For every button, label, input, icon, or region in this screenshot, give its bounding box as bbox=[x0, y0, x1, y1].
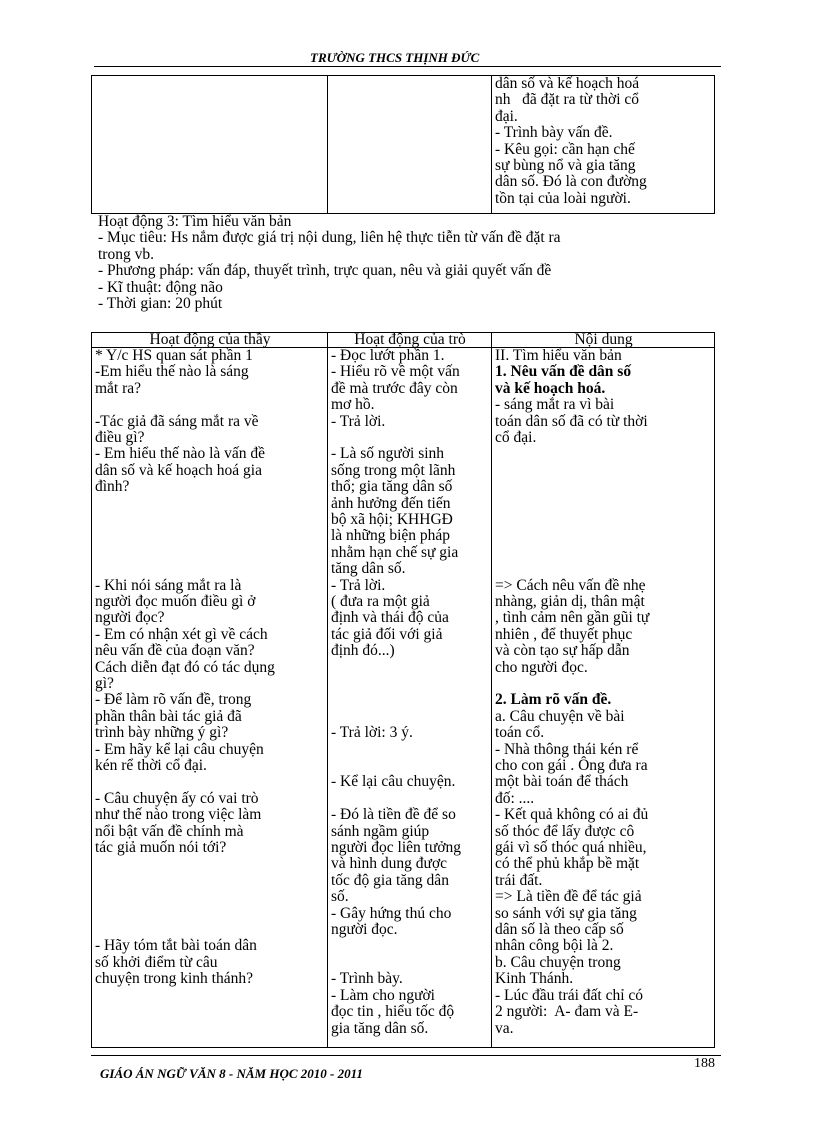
text-line: - Đó là tiền đề để so bbox=[331, 806, 456, 824]
text-line: ảnh hưởng đến tiến bbox=[331, 494, 451, 512]
text-line: tác giả đối với giả bbox=[331, 625, 443, 643]
text-line: ( đưa ra một giả bbox=[331, 593, 430, 611]
text-line: kén rể thời cổ đại. bbox=[95, 757, 207, 775]
text-line: - Hãy tóm tắt bài toán dân bbox=[95, 937, 257, 955]
text-line: 1. Nêu vấn đề dân số bbox=[495, 363, 632, 381]
text-line: b. Câu chuyện trong bbox=[495, 953, 621, 971]
text-line: nhân công bội là 2. bbox=[495, 937, 614, 955]
footer-rule bbox=[91, 1055, 721, 1056]
student-activity-cell bbox=[328, 348, 492, 1048]
text-line: - Em hãy kể lại câu chuyện bbox=[95, 740, 264, 758]
text-line: nhiên , để thuyết phục bbox=[495, 625, 633, 643]
text-line: gia tăng dân số. bbox=[331, 1019, 429, 1037]
text-line: nh đã đặt ra từ thời cổ bbox=[495, 91, 640, 109]
text-line: có thể phủ khắp bề mặt bbox=[495, 855, 640, 873]
text-line: số thóc để lấy được cô bbox=[495, 822, 635, 840]
page-header-title: TRƯỜNG THCS THỊNH ĐỨC bbox=[310, 50, 480, 65]
text-line: gì? bbox=[95, 675, 114, 693]
text-line: định và thái độ của bbox=[331, 609, 449, 627]
text-line: 2 người: A- đam và E- bbox=[495, 1003, 639, 1021]
text-line: - Nhà thông thái kén rể bbox=[495, 740, 639, 758]
header-content: Nội dung bbox=[492, 333, 715, 348]
text-line: thổ; gia tăng dân số bbox=[331, 478, 453, 496]
text-line: đại. bbox=[495, 107, 518, 125]
page-number: 188 bbox=[694, 1056, 715, 1071]
text-line: toán dân số đã có từ thời bbox=[495, 412, 648, 430]
text-line: -Em hiểu thế nào là sáng bbox=[95, 363, 249, 381]
text-line: - Mục tiêu: Hs nắm được giá trị nội dung, liên hệ thực tiễn từ vấn đề đặt ra bbox=[98, 229, 561, 247]
empty-student-cell bbox=[328, 76, 492, 214]
text-line: - Kêu gọi: cần hạn chế bbox=[495, 140, 635, 158]
text-line: đố: .... bbox=[495, 789, 535, 807]
text-line: số khởi điểm từ câu bbox=[95, 953, 218, 971]
text-line: tăng dân số. bbox=[331, 560, 406, 578]
empty-teacher-cell bbox=[92, 76, 328, 214]
text-line: mơ hồ. bbox=[331, 396, 375, 414]
text-line: dân số và kế hoạch hoá gia bbox=[95, 461, 262, 479]
text-line: - sáng mắt ra vì bài bbox=[495, 396, 615, 414]
footer-title: GIÁO ÁN NGỮ VĂN 8 - NĂM HỌC 2010 - 2011 bbox=[100, 1066, 363, 1081]
text-line: , tình cảm nên gần gũi tự bbox=[495, 609, 650, 627]
text-line: - Trả lời. bbox=[331, 576, 386, 594]
text-line: trình bày những ý gì? bbox=[95, 724, 229, 742]
text-line: tác giả muốn nói tới? bbox=[95, 839, 227, 857]
text-line: - Em có nhận xét gì về cách bbox=[95, 625, 268, 643]
text-line: - Trả lời: 3 ý. bbox=[331, 724, 413, 742]
continuation-table bbox=[91, 75, 715, 214]
text-line: - Kể lại câu chuyện. bbox=[331, 773, 456, 791]
header-student-activity: Hoạt động của trò bbox=[328, 333, 492, 348]
text-line: dân số. Đó là con đường bbox=[495, 173, 647, 191]
lesson-table bbox=[91, 332, 715, 1048]
text-line: nhằm hạn chế sự gia bbox=[331, 543, 459, 561]
text-line: người đọc liên tưởng bbox=[331, 839, 462, 857]
text-line: tốc độ gia tăng dân bbox=[331, 871, 449, 889]
text-line: - Gây hứng thú cho bbox=[331, 904, 452, 922]
content-cell-continued bbox=[492, 76, 715, 214]
text-line: sự bùng nổ và gia tăng bbox=[495, 157, 636, 175]
text-line: - Để làm rõ vấn đề, trong bbox=[95, 691, 252, 709]
text-line: cho con gái . Ông đưa ra bbox=[495, 757, 648, 775]
text-line: => Cách nêu vấn đề nhẹ bbox=[495, 576, 646, 594]
text-line: nêu vấn đề của đoạn văn? bbox=[95, 642, 255, 660]
text-line: nhàng, giản dị, thân mật bbox=[495, 592, 645, 610]
text-line: - Trình bày vấn đề. bbox=[495, 124, 613, 142]
text-line: Kinh Thánh. bbox=[495, 970, 574, 988]
text-line: và kế hoạch hoá. bbox=[495, 379, 606, 397]
header-teacher-activity: Hoạt động của thầy bbox=[92, 333, 328, 348]
text-line: trái đất. bbox=[495, 871, 543, 889]
text-line: cho người đọc. bbox=[495, 658, 588, 676]
teacher-activity-cell bbox=[92, 348, 328, 1048]
text-line: tồn tại của loài người. bbox=[495, 189, 631, 207]
text-line: II. Tìm hiểu văn bản bbox=[495, 347, 622, 364]
text-line: và còn tạo sự hấp dẫn bbox=[495, 642, 630, 660]
text-line: sống trong một lãnh bbox=[331, 461, 456, 479]
text-line: định đó...) bbox=[331, 642, 395, 660]
text-line: dân số là theo cấp số bbox=[495, 921, 624, 939]
content-cell bbox=[492, 348, 715, 1048]
text-line: - Em hiểu thế nào là vấn đề bbox=[95, 445, 266, 463]
text-line: - Lúc đầu trái đất chỉ có bbox=[495, 986, 644, 1004]
text-line: điều gì? bbox=[95, 429, 145, 447]
text-line: số. bbox=[331, 888, 349, 906]
text-line: chuyện trong kinh thánh? bbox=[95, 970, 253, 988]
text-line: bộ xã hội; KHHGĐ bbox=[331, 511, 453, 529]
text-line: là những biện pháp bbox=[331, 527, 451, 545]
text-line: so sánh với sự gia tăng bbox=[495, 904, 637, 922]
text-line: một bài toán để thách bbox=[495, 773, 629, 791]
text-line: 2. Làm rõ vấn đề. bbox=[495, 691, 612, 709]
text-line: -Tác giả đã sáng mắt ra về bbox=[95, 412, 259, 430]
text-line: toán cổ. bbox=[495, 724, 545, 742]
text-line: - Phương pháp: vấn đáp, thuyết trình, trực quan, nêu và giải quyết vấn đề bbox=[98, 262, 552, 280]
text-line: người đọc? bbox=[95, 609, 165, 627]
text-line: => Là tiền đề để tác giả bbox=[495, 888, 642, 906]
text-line: trong vb. bbox=[98, 245, 154, 263]
text-line: va. bbox=[495, 1019, 514, 1037]
text-line: - Trình bày. bbox=[331, 970, 403, 988]
text-line: như thế nào trong việc làm bbox=[95, 806, 262, 824]
text-line: sánh ngầm giúp bbox=[331, 822, 430, 840]
text-line: đình? bbox=[95, 478, 130, 496]
text-line: - Thời gian: 20 phút bbox=[98, 295, 223, 313]
text-line: cổ đại. bbox=[495, 429, 537, 447]
text-line: đọc tin , hiểu tốc độ bbox=[331, 1003, 455, 1021]
text-line: - Là số người sinh bbox=[331, 445, 445, 463]
text-line: - Hiểu rõ về một vấn bbox=[331, 363, 460, 381]
text-line: - Câu chuyện ấy có vai trò bbox=[95, 789, 259, 807]
text-line: - Đọc lướt phần 1. bbox=[331, 347, 445, 364]
text-line: - Làm cho người bbox=[331, 986, 435, 1004]
text-line: - Kĩ thuật: động não bbox=[98, 278, 223, 296]
text-line: người đọc muốn điều gì ở bbox=[95, 593, 256, 610]
text-line: đề mà trước đây còn bbox=[331, 379, 458, 397]
text-line: - Kết quả không có ai đủ bbox=[495, 806, 649, 824]
text-line: * Y/c HS quan sát phần 1 bbox=[95, 347, 253, 364]
text-line: - Khi nói sáng mắt ra là bbox=[95, 576, 242, 594]
text-line: phần thân bài tác giả đã bbox=[95, 707, 242, 725]
text-line: dân số và kế hoạch hoá bbox=[495, 75, 640, 92]
header-rule bbox=[94, 66, 721, 67]
text-line: nổi bật vấn đề chính mà bbox=[95, 822, 244, 840]
text-line: mắt ra? bbox=[95, 379, 142, 397]
text-line: và hình dung được bbox=[331, 855, 448, 873]
text-line: a. Câu chuyện về bài bbox=[495, 707, 625, 725]
text-line: người đọc. bbox=[331, 921, 398, 939]
text-line: Cách diễn đạt đó có tác dụng bbox=[95, 658, 275, 676]
text-line: Hoạt động 3: Tìm hiểu văn bản bbox=[98, 213, 292, 230]
text-line: gái vì số thóc quá nhiều, bbox=[495, 839, 647, 857]
text-line: - Trả lời. bbox=[331, 412, 386, 430]
activity-3-description bbox=[98, 214, 698, 312]
